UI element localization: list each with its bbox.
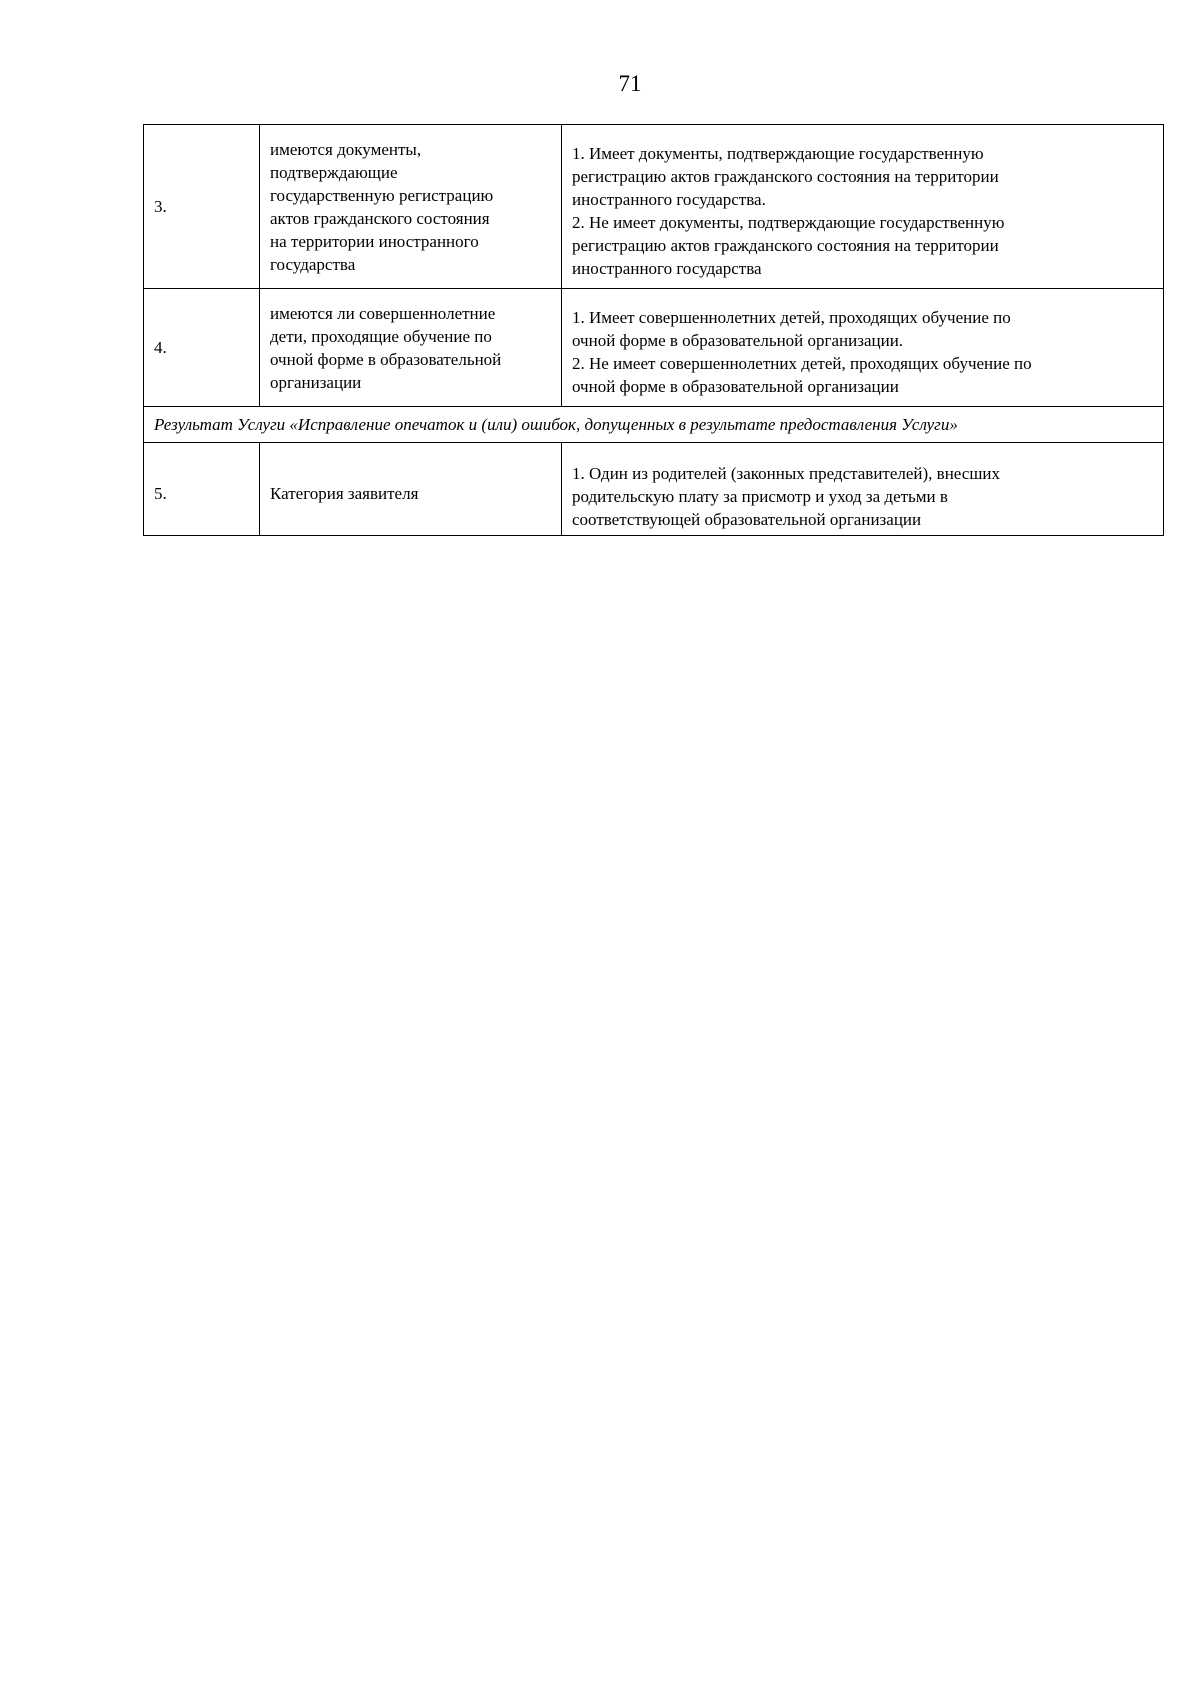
criterion-value-line: родительскую плату за присмотр и уход за детьми в <box>572 486 948 506</box>
criterion-name-line: подтверждающие <box>270 162 398 182</box>
criterion-values <box>562 289 1164 407</box>
criterion-name-line: Категория заявителя <box>270 483 419 503</box>
criterion-value-line: регистрацию актов гражданского состояния на территории <box>572 166 999 186</box>
criterion-value-line: регистрацию актов гражданского состояния на территории <box>572 235 999 255</box>
criterion-value-line: иностранного государства. <box>572 189 766 209</box>
table-row <box>144 289 1164 407</box>
group-header-row <box>144 407 1164 443</box>
criterion-name-line: актов гражданского состояния <box>270 208 490 228</box>
criteria-table <box>143 124 1164 536</box>
criterion-name <box>260 289 562 407</box>
criterion-values <box>562 443 1164 536</box>
criterion-value-line: 2. Не имеет документы, подтверждающие государственную <box>572 212 1005 232</box>
page-number: 71 <box>618 71 642 96</box>
service-result-title: Результат Услуги «Исправление опечаток и (или) ошибок, допущенных в результате предоставления Услуги» <box>144 407 1164 443</box>
criterion-name-line: государственную регистрацию <box>270 185 494 205</box>
row-number: 3. <box>144 125 260 289</box>
criterion-name-line: имеются ли совершеннолетние <box>270 303 496 323</box>
criterion-value-line: очной форме в образовательной организации. <box>572 330 904 350</box>
criterion-name-line: очной форме в образовательной <box>270 349 502 369</box>
criterion-value-line: очной форме в образовательной организации <box>572 376 899 396</box>
criterion-name-line: государства <box>270 254 356 274</box>
criterion-value-line: 1. Один из родителей (законных представителей), внесших <box>572 463 1001 483</box>
criterion-name-line: на территории иностранного <box>270 231 479 251</box>
criterion-values <box>562 125 1164 289</box>
table-row <box>144 443 1164 536</box>
criterion-name-line: имеются документы, <box>270 139 422 159</box>
criterion-name-line: дети, проходящие обучение по <box>270 326 492 346</box>
criterion-name <box>260 125 562 289</box>
row-number: 5. <box>144 443 260 536</box>
criterion-name-line: организации <box>270 372 362 392</box>
criterion-value-line: 2. Не имеет совершеннолетних детей, проходящих обучение по <box>572 353 1032 373</box>
row-number: 4. <box>144 289 260 407</box>
criterion-name <box>260 443 562 536</box>
criterion-value-line: 1. Имеет документы, подтверждающие государственную <box>572 143 984 163</box>
table-row <box>144 125 1164 289</box>
criterion-value-line: 1. Имеет совершеннолетних детей, проходящих обучение по <box>572 307 1011 327</box>
criterion-value-line: соответствующей образовательной организации <box>572 509 922 529</box>
criterion-value-line: иностранного государства <box>572 258 762 278</box>
